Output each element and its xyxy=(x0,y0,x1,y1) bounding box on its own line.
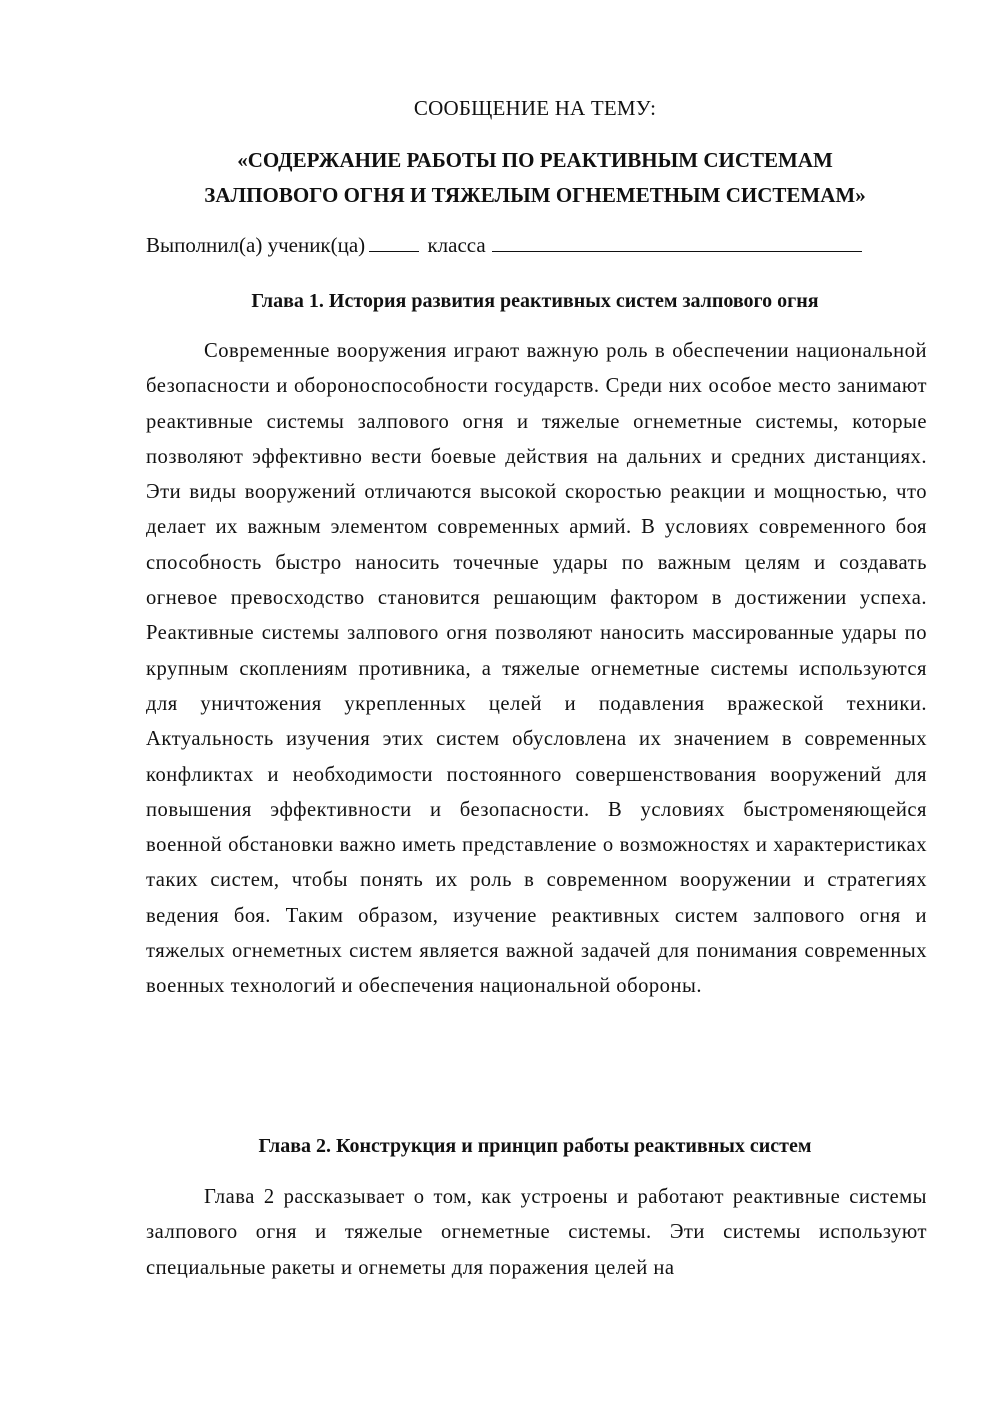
grade-blank-line xyxy=(369,233,419,252)
class-label: класса xyxy=(427,233,486,257)
chapter-1-paragraph: Современные вооружения играют важную роль в обеспечении национальной безопасности и обороноспособности государств. Среди них особое место занимают реактивные системы залпового огня и тяжелые огнеметные системы, которые позволяют эффективно вести боевые действия на дальних и средних дистанциях. Эти виды вооружений отличаются высокой скоростью реакции и мощностью, что делает их важным элементом современных армий. В условиях современного боя способность быстро наносить точечные удары по важным целям и создавать огневое превосходство становится решающим фактором в достижении успеха. Реактивные системы залпового огня позволяют наносить массированные удары по крупным скоплениям противника, а тяжелые огнеметные системы используются для уничтожения укрепленных целей и подавления вражеской техники. Актуальность изучения этих систем обусловлена их значением в современных конфликтах и необходимости постоянного совершенствования вооружений для повышения эффективности и безопасности. В условиях быстроменяющейся военной обстановки важно иметь представление о возможностях и характеристиках таких систем, чтобы понять их роль в современном вооружении и стратегиях ведения боя. Таким образом, изучение реактивных систем залпового огня и тяжелых огнеметных систем является важной задачей для понимания современных военных технологий и обеспечения национальной обороны. xyxy=(146,340,927,998)
author-label: Выполнил(а) ученик(ца) xyxy=(146,233,366,257)
document-subject: СООБЩЕНИЕ НА ТЕМУ: xyxy=(413,96,657,120)
chapter-2-heading: Глава 2. Конструкция и принцип работы реактивных систем xyxy=(258,1135,812,1157)
document-title-line-2: ЗАЛПОВОГО ОГНЯ И ТЯЖЕЛЫМ ОГНЕМЕТНЫМ СИСТЕМАМ» xyxy=(204,183,866,207)
chapter-2-paragraph: Глава 2 рассказывает о том, как устроены и работают реактивные системы залпового огня и тяжелые огнеметные системы. Эти системы используют специальные ракеты и огнеметы для поражения целей на xyxy=(146,1186,927,1279)
author-line xyxy=(146,233,936,258)
document-title-line-1: «СОДЕРЖАНИЕ РАБОТЫ ПО РЕАКТИВНЫМ СИСТЕМАМ xyxy=(237,148,833,172)
chapter-1-heading: Глава 1. История развития реактивных систем залпового огня xyxy=(251,290,819,312)
document-title xyxy=(0,143,1000,213)
name-blank-line xyxy=(492,233,862,252)
